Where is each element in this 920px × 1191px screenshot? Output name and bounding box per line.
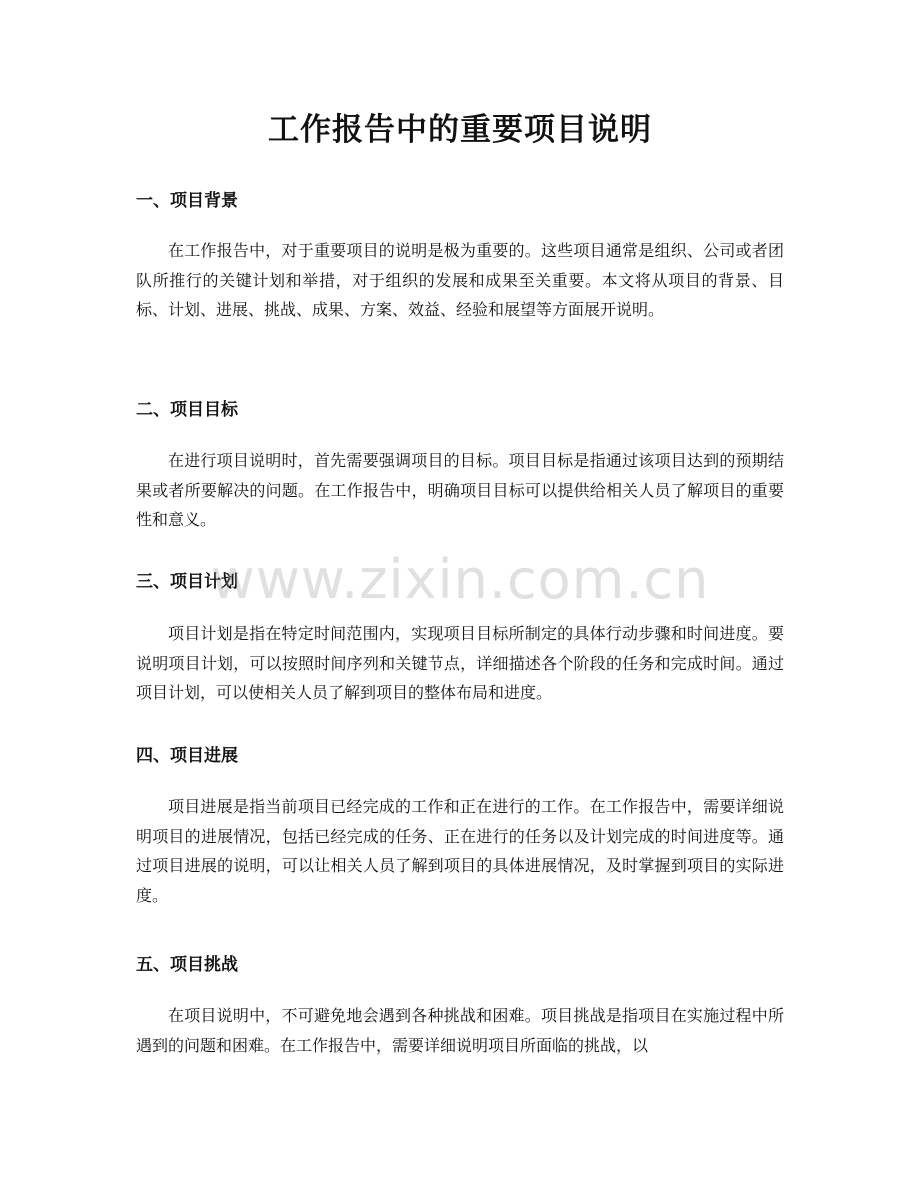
section-heading-challenges: 五、项目挑战 <box>136 955 238 975</box>
section-paragraph-goals: 在进行项目说明时，首先需要强调项目的目标。项目目标是指通过该项目达到的预期结果或者所要解决的问题。在工作报告中，明确项目目标可以提供给相关人员了解项目的重要性和意义。 <box>136 451 784 529</box>
document-title: 工作报告中的重要项目说明 <box>268 112 652 148</box>
section-paragraph-plan: 项目计划是指在特定时间范围内，实现项目目标所制定的具体行动步骤和时间进度。要说明项目计划，可以按照时间序列和关键节点，详细描述各个阶段的任务和完成时间。通过项目计划，可以使相关人员了解到项目的整体布局和进度。 <box>136 624 784 702</box>
section-paragraph-background: 在工作报告中，对于重要项目的说明是极为重要的。这些项目通常是组织、公司或者团队所推行的关键计划和举措，对于组织的发展和成果至关重要。本文将从项目的背景、目标、计划、进展、挑战、成果、方案、效益、经验和展望等方面展开说明。 <box>136 241 784 319</box>
section-heading-progress: 四、项目进展 <box>136 746 238 766</box>
section-paragraph-challenges: 在项目说明中，不可避免地会遇到各种挑战和困难。项目挑战是指项目在实施过程中所遇到的问题和困难。在工作报告中，需要详细说明项目所面临的挑战，以 <box>136 1006 784 1055</box>
section-heading-goals: 二、项目目标 <box>136 400 238 420</box>
section-paragraph-progress: 项目进展是指当前项目已经完成的工作和正在进行的工作。在工作报告中，需要详细说明项目的进展情况，包括已经完成的任务、正在进行的任务以及计划完成的时间进度等。通过项目进展的说明，可以让相关人员了解到项目的具体进展情况，及时掌握到项目的实际进度。 <box>136 797 784 905</box>
section-heading-background: 一、项目背景 <box>136 191 238 211</box>
section-heading-plan: 三、项目计划 <box>136 572 238 592</box>
watermark: www.zixin.com.cn <box>210 548 710 611</box>
